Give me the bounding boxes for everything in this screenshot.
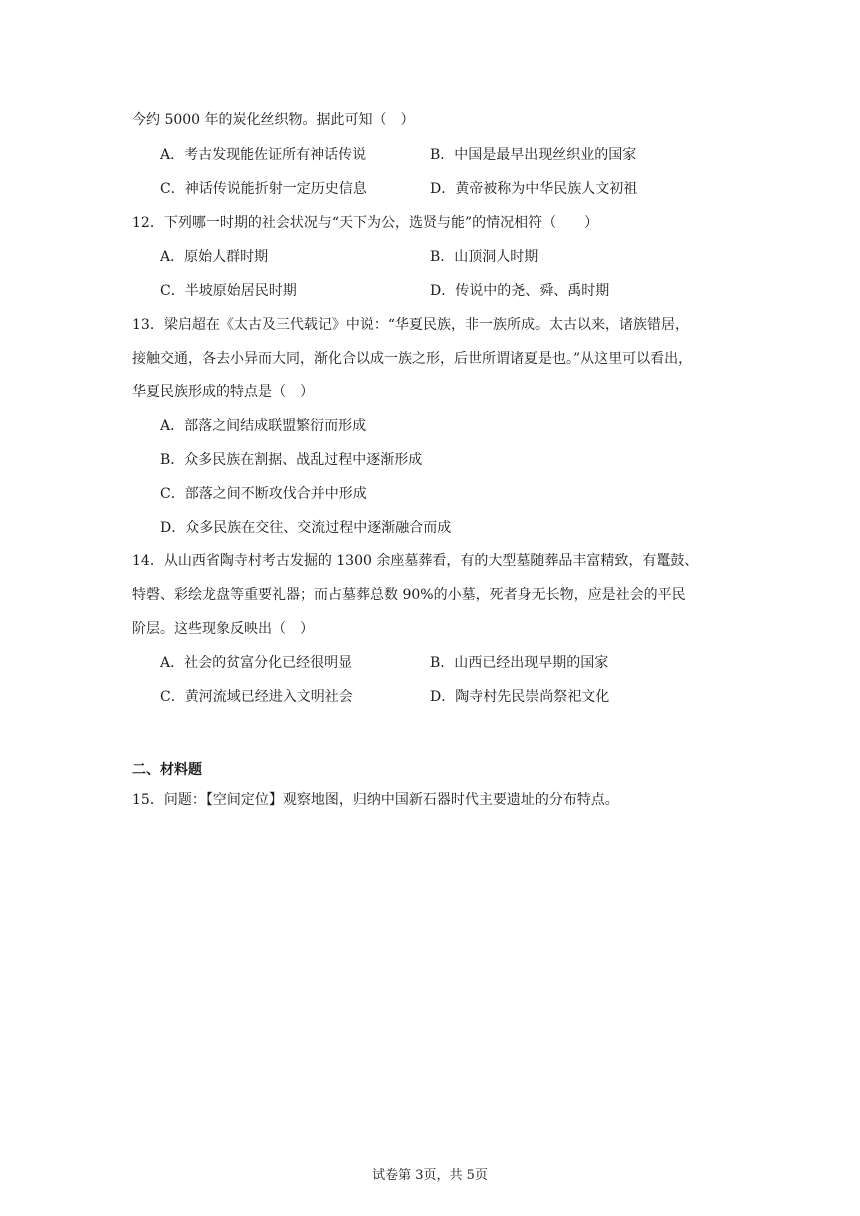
q12-option-d: D．传说中的尧、舜、禹时期: [430, 283, 610, 299]
q13-stem-line-3: 华夏民族形成的特点是（ ）: [132, 384, 314, 400]
q12-option-b: B．山顶洞人时期: [430, 249, 539, 265]
q11-option-a: A．考古发现能佐证所有神话传说: [160, 147, 367, 163]
q11-option-d: D．黄帝被称为中华民族人文初祖: [430, 181, 638, 197]
q11-option-b: B．中国是最早出现丝织业的国家: [430, 147, 637, 163]
page-footer: 试卷第 3页，共 5页: [372, 1168, 488, 1183]
q11-stem-tail: 今约 5000 年的炭化丝织物。据此可知（ ）: [132, 112, 415, 128]
section-title: 二、材料题: [132, 762, 202, 778]
q13-option-d: D．众多民族在交往、交流过程中逐渐融合而成: [160, 520, 452, 536]
q15-stem: 15．问题：【空间定位】观察地图，归纳中国新石器时代主要遗址的分布特点。: [132, 792, 619, 808]
q13-option-a: A．部落之间结成联盟繁衍而形成: [160, 418, 367, 434]
q14-option-a: A．社会的贫富分化已经很明显: [160, 655, 353, 671]
q14-stem-line-1: 14．从山西省陶寺村考古发掘的 1300 余座墓葬看，有的大型墓随葬品丰富精致，有鼍鼓、: [132, 553, 699, 569]
q14-option-b: B．山西已经出现早期的国家: [430, 655, 609, 671]
q14-stem-line-3: 阶层。这些现象反映出（ ）: [132, 621, 314, 637]
q12-stem: 12．下列哪一时期的社会状况与“天下为公，选贤与能”的情况相符（ ）: [132, 215, 599, 231]
q11-option-c: C．神话传说能折射一定历史信息: [160, 181, 367, 197]
q13-stem-line-1: 13．梁启超在《太古及三代载记》中说：“华夏民族，非一族所成。太古以来，诸族错居，: [132, 317, 689, 333]
q14-option-c: C．黄河流域已经进入文明社会: [160, 689, 353, 705]
q12-option-a: A．原始人群时期: [160, 249, 269, 265]
q12-option-c: C．半坡原始居民时期: [160, 283, 297, 299]
q14-option-d: D．陶寺村先民崇尚祭祀文化: [430, 689, 610, 705]
q13-stem-line-2: 接触交通，各去小异而大同，渐化合以成一族之形，后世所谓诸夏是也。”从这里可以看出，: [132, 351, 693, 367]
q14-stem-line-2: 特磬、彩绘龙盘等重要礼器；而占墓葬总数 90%的小墓，死者身无长物，应是社会的平民: [132, 587, 686, 603]
q13-option-c: C．部落之间不断攻伐合并中形成: [160, 486, 367, 502]
q13-option-b: B．众多民族在割据、战乱过程中逐渐形成: [160, 452, 423, 468]
